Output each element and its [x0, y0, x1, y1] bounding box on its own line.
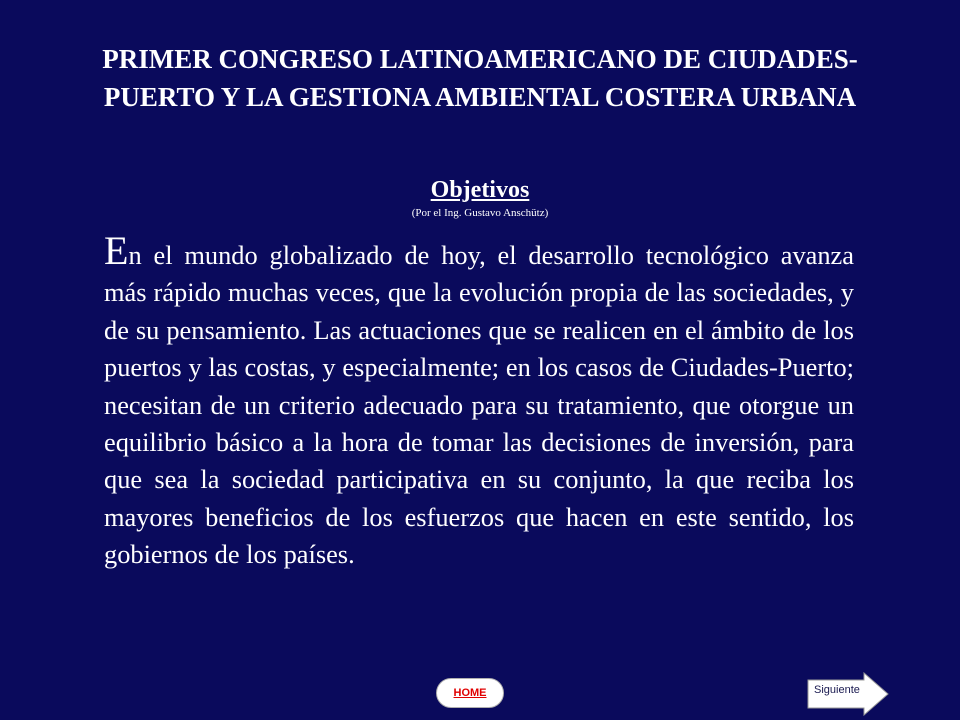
- slide-title: PRIMER CONGRESO LATINOAMERICANO DE CIUDADES-PUERTO Y LA GESTIONA AMBIENTAL COSTERA URBANA: [102, 44, 858, 112]
- body-paragraph: [104, 228, 854, 574]
- author-byline: (Por el Ing. Gustavo Anschütz): [411, 207, 549, 219]
- home-button[interactable]: HOME: [436, 678, 504, 708]
- drop-cap-letter: E: [104, 228, 129, 273]
- body-paragraph-text: n el mundo globalizado de hoy, el desarrollo tecnológico avanza más rápido muchas veces, que la evolución propia de las sociedades, y de su pensamiento. Las actuaciones que se realicen en el ámbito de los puertos y las costas, y especialmente; en los casos de Ciudades-Puerto; necesitan de un criterio adecuado para su tratamiento, que otorgue un equilibrio básico a la hora de tomar las decisiones de inversión, para que sea la sociedad participativa en su conjunto, la que reciba los mayores beneficios de los esfuerzos que hacen en este sentido, los gobiernos de los países.: [104, 240, 854, 570]
- next-button-label: Siguiente: [814, 684, 860, 696]
- next-button[interactable]: [806, 672, 890, 716]
- section-heading: Objetivos: [430, 177, 530, 203]
